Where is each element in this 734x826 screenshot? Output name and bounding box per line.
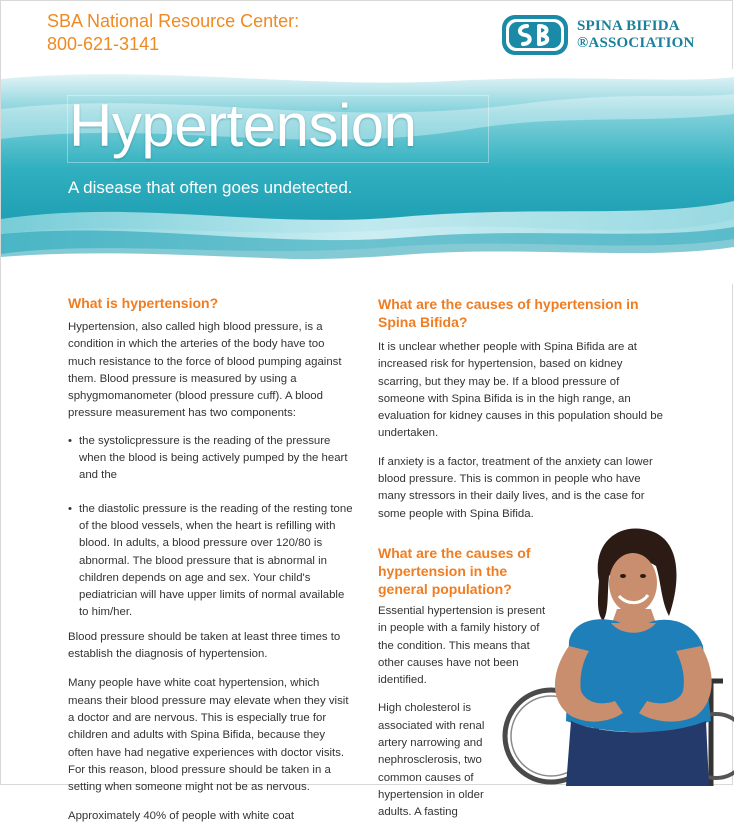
spina-bifida-association-logo: [501, 12, 701, 60]
woman-in-wheelchair-photo: [511, 521, 734, 786]
logo-mark-icon: [501, 14, 569, 56]
page-subtitle: A disease that often goes undetected.: [68, 178, 353, 197]
intro-paragraph: Hypertension, also called high blood pressure, is a condition in which the arteries of the body have too much resistance to the force of blood pumping against them. Blood pressure is measured by using a sphygmomanometer (blood pressure cuff). A blood pressure measurement has two components:: [68, 321, 342, 420]
org-name: SBA National Resource Center:: [47, 11, 300, 31]
paragraph-essential: Essential hypertension is present in people with a family history of the condition. This means that other causes have not been identified.: [378, 604, 546, 687]
header: [47, 10, 299, 56]
blood-pressure-components-list: [68, 433, 353, 622]
section-heading-causes-spina-bifida: What are the causes of hypertension in Spina Bifida?: [378, 296, 639, 330]
logo-line-1: SPINA BIFIDA: [577, 18, 680, 34]
paragraph-approximately: Approximately 40% of people with white coat: [68, 810, 295, 823]
paragraph-white-coat: Many people have white coat hypertension, which means their blood pressure may elevate when they visit a doctor and are nervous. This is especially true for children and adults with Spina Bifida, because they often have had negative experiences with doctor visits. For this reason, blood pressure should be taken in a setting when someone might not be as nervous.: [68, 677, 349, 794]
left-column: [68, 294, 353, 826]
list-item-diastolic: • the diastolic pressure is the reading of the resting tone of the blood vessels, when the heart is refilling with blood. In adults, a blood pressure over 120/80 is abnormal. The blood pressure that is abnormal in children depends on age and sex. Your child's pediatrician will have upper limits of normal available to him/her.: [68, 501, 353, 622]
paragraph-measurement: Blood pressure should be taken at least three times to establish the diagnosis of hypertension.: [68, 630, 341, 661]
list-item-systolic: • the systolicpressure is the reading of the pressure when the blood is being actively pumped by the heart and the: [68, 433, 353, 485]
section-heading-causes-general: What are the causes of hypertension in the general population?: [378, 544, 531, 597]
page-title: Hypertension: [69, 92, 417, 159]
paragraph-anxiety: If anxiety is a factor, treatment of the anxiety can lower blood pressure. This is common in people who have many stressors in their daily lives, and is the case for some people with Spina Bifida.: [378, 455, 653, 520]
paragraph-kidney: It is unclear whether people with Spina Bifida are at increased risk for hypertension, based on kidney scarring, but they may be. If a blood pressure of someone with Spina Bifida is in the high range, an evaluation for kidney causes in this population should be undertaken.: [378, 341, 663, 440]
logo-text: [577, 18, 695, 52]
paragraph-cholesterol: High cholesterol is associated with renal artery narrowing and nephrosclerosis, two common causes of hypertension in older adults. A fasting: [378, 702, 485, 819]
phone-number[interactable]: 800-621-3141: [47, 34, 160, 54]
logo-line-2: ®ASSOCIATION: [577, 35, 695, 51]
section-heading-what-is: What is hypertension?: [68, 295, 219, 311]
